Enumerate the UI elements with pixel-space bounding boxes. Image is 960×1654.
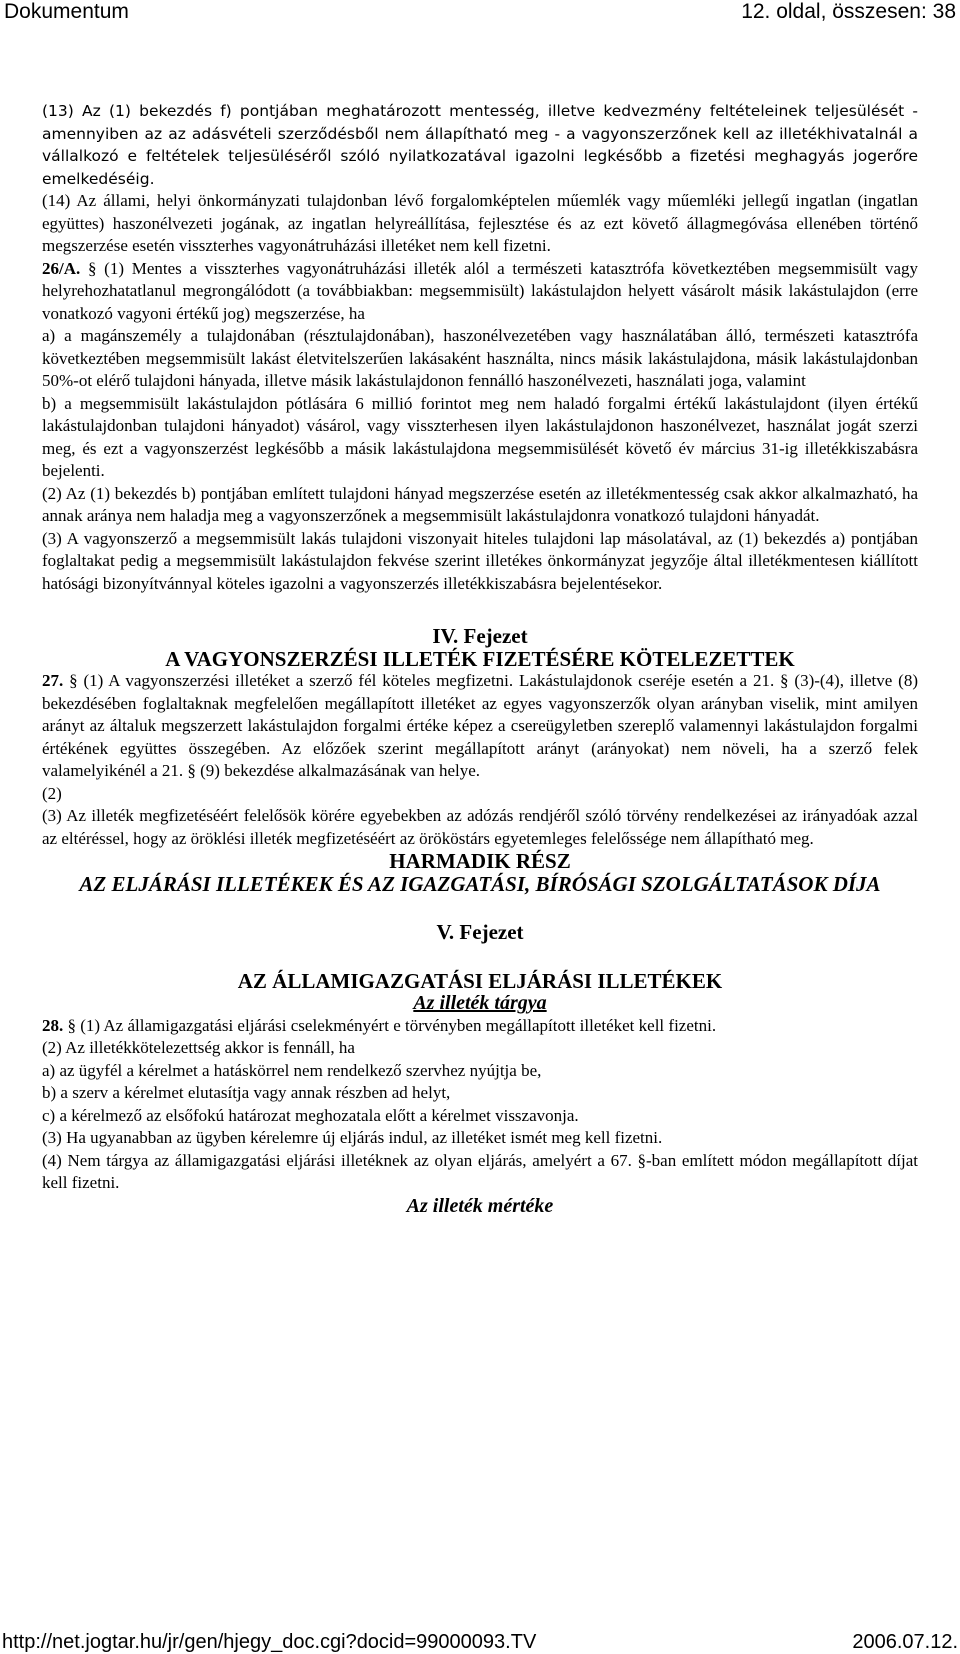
section-28-para-4: (4) Nem tárgya az államigazgatási eljárási illetéknek az olyan eljárás, amelyért a 67. §-ban említett módon megállapított díjat kell fizetni. xyxy=(42,1150,918,1192)
section-28-para-2: (2) Az illetékkötelezettség akkor is fennáll, ha xyxy=(42,1038,355,1057)
section-28-point-b: b) a szerv a kérelmet elutasítja vagy annak részben ad helyt, xyxy=(42,1083,451,1102)
section-26a-para-2: (2) Az (1) bekezdés b) pontjában említett tulajdoni hányad megszerzése esetén az illetékmentesség csak akkor alkalmazható, ha annak aránya nem haladja meg a vagyonszerzőnek a megsemmisült lakástulajdonra vonatkozó tulajdoni hányadát. xyxy=(42,483,918,525)
section-27-para-3: (3) Az illeték megfizetéséért felelősök körére egyebekben az adózás rendjéről szóló törvény rendelkezései az irányadóak azzal az eltéréssel, hogy az öröklési illeték megfizetéséért az örököstárs egyetemleges felelőssége nem állapítható meg. xyxy=(42,806,918,848)
section-28-point-a: a) az ügyfél a kérelmet a hatáskörrel nem rendelkező szervhez nyújtja be, xyxy=(42,1060,542,1080)
page-footer xyxy=(0,1628,960,1654)
print-date: 2006.07.12. xyxy=(852,1631,958,1653)
section-text: § (1) Az államigazgatási eljárási cselekményért e törvényben megállapított illetéket kell fizetni. xyxy=(63,1015,717,1035)
section-27 xyxy=(42,670,918,783)
section-27-para-2: (2) xyxy=(42,783,62,803)
section-26a xyxy=(42,258,918,326)
section-26a-point-a: a) a magánszemély a tulajdonában (résztulajdonában), haszonélvezetében vagy használatában álló, természeti katasztrófa következtében megsemmisült lakást életvitelszerűen lakásaként használta, nincs másik lakástulajdona, másik lakástulajdonban 50%-ot elérő tulajdoni hányada, illetve másik lakástulajdonon fennálló haszonélvezeti, használati joga, valamint xyxy=(42,326,918,390)
document-body xyxy=(42,100,918,1217)
source-url: http://net.jogtar.hu/jr/gen/hjegy_doc.cgi?docid=99000093.TV xyxy=(2,1631,537,1653)
chapter-title: AZ ÁLLAMIGAZGATÁSI ELJÁRÁSI ILLETÉKEK xyxy=(237,968,723,993)
paragraph-13: (13) Az (1) bekezdés f) pontjában meghatározott mentesség, illetve kedvezmény feltételeinek teljesülését - amennyiben az az adásvételi szerződésből nem állapítható meg - a vagyonszerzőnek kell az illetékhivatalnál a vállalkozó e feltételek teljesüléséről szóló nyilatkozatával igazolni legkésőbb a fizetési meghagyás jogerőre emelkedéséig. xyxy=(42,102,918,188)
chapter-heading: IV. Fejezet xyxy=(432,624,528,648)
section-number: 28. xyxy=(42,1015,64,1035)
subsection-heading: Az illeték tárgya xyxy=(413,992,547,1014)
section-number: 26/A. xyxy=(42,258,81,278)
part-title: AZ ELJÁRÁSI ILLETÉKEK ÉS AZ IGAZGATÁSI, BÍRÓSÁGI SZOLGÁLTATÁSOK DÍJA xyxy=(79,871,881,896)
section-number: 27. xyxy=(42,671,64,690)
section-28-para-3: (3) Ha ugyanabban az ügyben kérelemre új eljárás indul, az illetéket ismét meg kell fizetni. xyxy=(42,1128,663,1147)
page-header xyxy=(0,0,960,26)
subsection-heading: Az illeték mértéke xyxy=(406,1194,554,1217)
chapter-title: A VAGYONSZERZÉSI ILLETÉK FIZETÉSÉRE KÖTELEZETTEK xyxy=(165,646,795,671)
section-text: § (1) Mentes a visszterhes vagyonátruházási illeték alól a természeti katasztrófa következtében megsemmisült vagy helyrehozhatatlanul megrongálódott (a továbbiakban: megsemmisült) lakástulajdon helyett vásárolt másik lakástulajdon (erre vonatkozó vagyoni értékű jog) megszerzése, ha xyxy=(42,258,918,323)
section-28 xyxy=(42,1015,918,1038)
chapter-heading: V. Fejezet xyxy=(436,920,524,944)
section-26a-para-3: (3) A vagyonszerző a megsemmisült lakás tulajdoni viszonyait hiteles tulajdoni lap másolatával, az (1) bekezdés a) pontjában foglaltakat pedig a megsemmisült lakástulajdon fekvése szerint illetékes önkormányzat jegyzője által illetékmentesen kiállított hatósági bizonyítvánnyal köteles igazolni a vagyonszerzés illetékkiszabásra bejelentésekor. xyxy=(42,528,918,593)
section-28-point-c: c) a kérelmező az elsőfokú határozat meghozatala előtt a kérelmet visszavonja. xyxy=(42,1105,579,1125)
paragraph-14: (14) Az állami, helyi önkormányzati tulajdonban lévő forgalomképtelen műemlék vagy műemléki jellegű ingatlan (ingatlan együttes) haszonélvezeti jogának, az ingatlan helyreállítása, fejlesztése és az ezt követő állagmegóvása ellenében történő megszerzése esetén visszterhes vagyonátruházási illetéket nem kell fizetni. xyxy=(42,191,918,255)
section-26a-point-b: b) a megsemmisült lakástulajdon pótlására 6 millió forintot meg nem haladó forgalmi értékű lakástulajdont (ilyen értékű lakástulajdonban tulajdoni hányadot) vásárol, vagy visszterhesen ilyen lakástulajdonon haszonélvezet, használat jogát szerzi meg, és ezt a vagyonszerzést legkésőbb a másik lakástulajdona megsemmisülését követő év március 31-ig illetékkiszabásra bejelenti. xyxy=(42,393,918,480)
header-title: Dokumentum xyxy=(4,0,129,23)
page-counter: 12. oldal, összesen: 38 xyxy=(741,0,956,23)
part-heading: HARMADIK RÉSZ xyxy=(389,849,571,873)
section-text: § (1) A vagyonszerzési illetéket a szerző fél köteles megfizetni. Lakástulajdonok cseréje esetén a 21. § (3)-(4), illetve (8) bekezdésében foglaltaknak megfelelően megállapított illetéket az egyes vagyonszerzők olyan arányban viselik, mint amilyen arányt az általuk megszerzett lakástulajdon forgalmi értéke képez a csereügyletben szereplő valamennyi lakástulajdon forgalmi értékének együttes összegében. Az előzőek szerint megállapított arányt (arányokat) nem növeli, ha a szerző felek valamelyikénél a 21. § (9) bekezdése alkalmazásának van helye. xyxy=(42,671,918,780)
